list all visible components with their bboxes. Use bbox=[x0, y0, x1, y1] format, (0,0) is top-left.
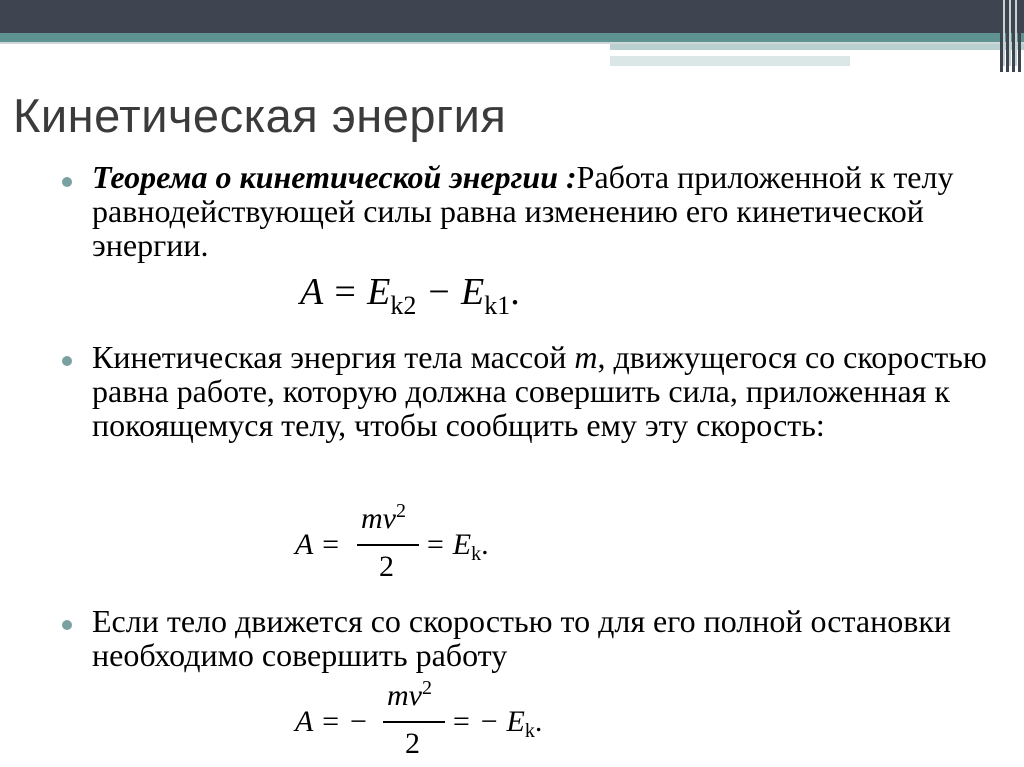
kinetic-text-b: , движущегося со скоростью равна работе, которую должна совершить сила, приложенная к покоящемуся телу, чтобы сообщить ему эту скорость: bbox=[92, 339, 987, 443]
formula2-rhs-text: = E bbox=[425, 528, 472, 561]
formula1-lhs: A = E bbox=[300, 271, 391, 313]
formula1-mid: − E bbox=[416, 271, 485, 313]
bullet-dot bbox=[62, 177, 72, 187]
bullet-3-text bbox=[92, 604, 972, 672]
formula3-sub: k bbox=[524, 720, 535, 742]
header-band-light bbox=[610, 44, 1024, 50]
formula-stop-work bbox=[295, 677, 565, 767]
fraction-bar bbox=[357, 544, 419, 546]
formula-work-energy bbox=[300, 270, 520, 321]
formula3-end: . bbox=[534, 705, 543, 738]
formula2-num: mv bbox=[361, 502, 396, 535]
theorem-lead: Теорема о кинетической энергии : bbox=[92, 159, 577, 195]
formula2-numerator bbox=[361, 500, 406, 536]
formula1-end: . bbox=[510, 271, 520, 313]
formula-kinetic-energy bbox=[295, 500, 525, 590]
header-band-light-2 bbox=[610, 56, 850, 66]
header-stripe-light bbox=[1009, 0, 1011, 66]
stop-text: Если тело движется со скоростью то для его полной остановки необходимо совершить работу bbox=[92, 603, 951, 673]
bullet-dot bbox=[62, 620, 72, 630]
fraction-bar bbox=[383, 721, 445, 723]
formula1-sub2: k1 bbox=[484, 291, 511, 320]
formula2-sub: k bbox=[471, 543, 482, 565]
formula3-lhs: A = − bbox=[295, 705, 369, 738]
formula3-numerator-text bbox=[387, 677, 432, 713]
header-stripe-light bbox=[1015, 0, 1017, 66]
header-stripe bbox=[1018, 0, 1021, 72]
formula2-lhs: A = bbox=[295, 528, 341, 561]
formula2-rhs bbox=[425, 528, 489, 566]
formula3-rhs-text: = − E bbox=[451, 705, 525, 738]
formula3-num: mv bbox=[387, 679, 422, 712]
bullet-1-text bbox=[92, 160, 1002, 262]
formula1-sub1: k2 bbox=[390, 291, 417, 320]
formula3-den: 2 bbox=[405, 727, 420, 760]
bullet-dot bbox=[62, 356, 72, 366]
formula2-pow: 2 bbox=[395, 500, 406, 522]
theorem-text: Работа приложенной к телу равнодействующей силы равна изменению его кинетической энергии. bbox=[92, 159, 954, 263]
slide-title: Кинетическая энергия bbox=[13, 89, 507, 142]
formula3-pow: 2 bbox=[421, 677, 432, 699]
bullet-2-text bbox=[92, 340, 992, 442]
header-band-teal bbox=[0, 33, 1024, 42]
var-m: m bbox=[574, 339, 598, 375]
formula3-rhs bbox=[451, 705, 542, 743]
header-band-dark bbox=[0, 0, 1024, 33]
header-stripe-light bbox=[1003, 0, 1005, 66]
kinetic-text-a: Кинетическая энергия тела массой bbox=[92, 339, 575, 375]
formula2-end: . bbox=[481, 528, 489, 561]
formula2-den: 2 bbox=[379, 550, 394, 583]
